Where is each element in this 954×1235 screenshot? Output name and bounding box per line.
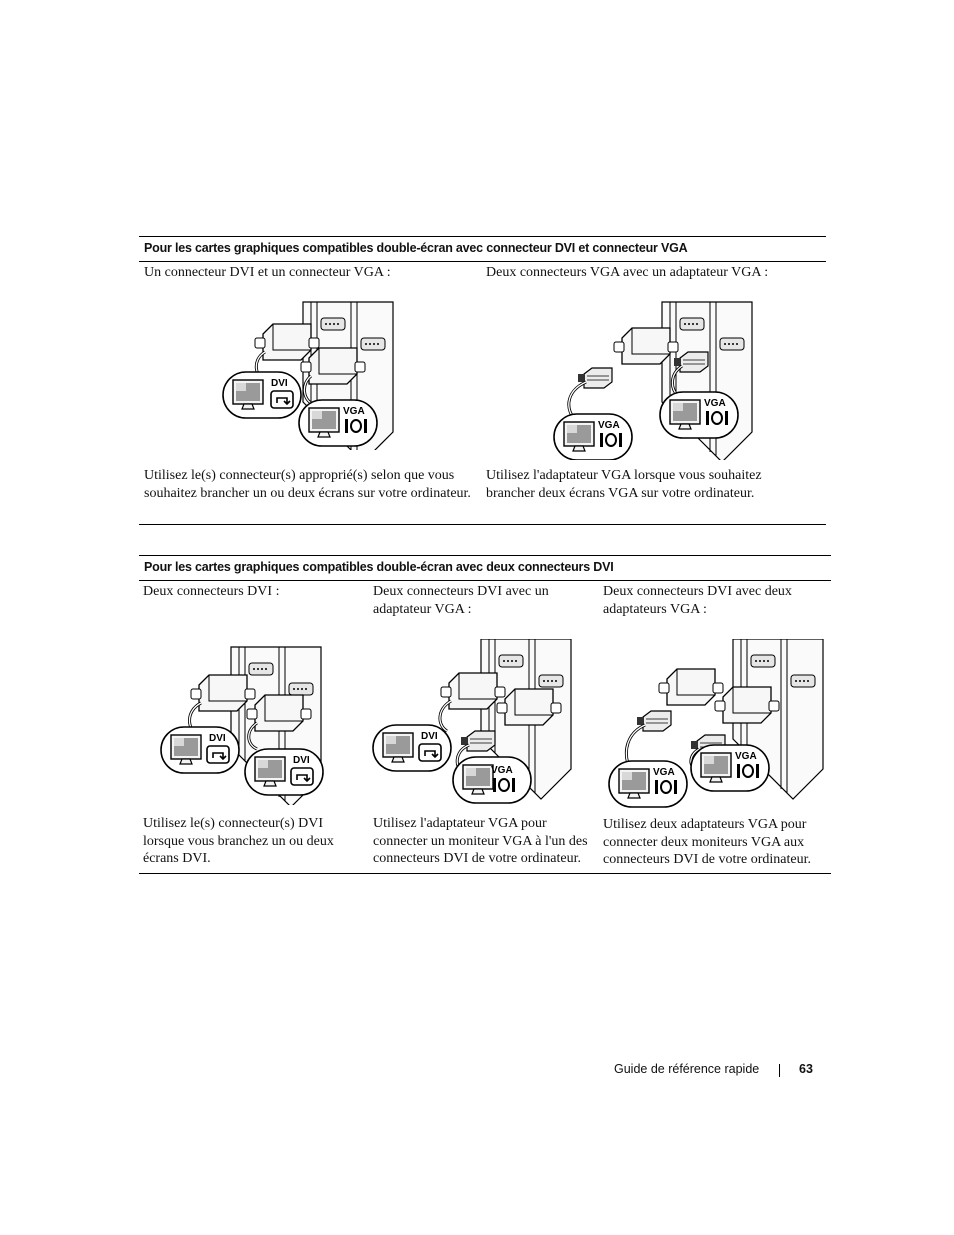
- column-heading: Deux connecteurs DVI :: [143, 584, 280, 599]
- table-top-rule: [139, 555, 831, 556]
- badge-label: VGA: [653, 767, 675, 778]
- column-heading: Deux connecteurs VGA avec un adaptateur VGA :: [486, 265, 769, 280]
- badge-label: VGA: [598, 420, 620, 431]
- column-heading: Deux connecteurs DVI avec un adaptateur VGA :: [373, 584, 549, 617]
- column-heading: Un connecteur DVI et un connecteur VGA :: [144, 265, 391, 280]
- column-caption: Utilisez le(s) connecteur(s) approprié(s) selon que vous souhaitez brancher un ou deux écrans sur votre ordinateur.: [144, 468, 471, 501]
- footer-guide-title: Guide de référence rapide: [614, 1062, 760, 1076]
- badge-label: DVI: [271, 378, 288, 389]
- dual-vga-adapter-illustration: [552, 300, 762, 460]
- dvi-dual-vga-adapter-illustration: [605, 639, 829, 809]
- table-header: Pour les cartes graphiques compatibles double-écran avec connecteur DVI et connecteur VGA: [144, 241, 688, 255]
- badge-label: DVI: [209, 733, 226, 744]
- column-caption: Utilisez le(s) connecteur(s) DVI lorsque vous branchez un ou deux écrans DVI.: [143, 816, 334, 866]
- badge-label: VGA: [491, 765, 513, 776]
- footer-separator: [779, 1064, 780, 1077]
- table-header: Pour les cartes graphiques compatibles double-écran avec deux connecteurs DVI: [144, 560, 614, 574]
- dvi-vga-connector-illustration: [221, 300, 411, 450]
- badge-label: DVI: [293, 755, 310, 766]
- table-bottom-rule: [139, 873, 831, 874]
- badge-label: VGA: [704, 398, 726, 409]
- table-top-rule: [139, 236, 826, 237]
- table-bottom-rule: [139, 524, 826, 525]
- table-header-rule: [139, 580, 831, 581]
- dual-dvi-connector-illustration: [159, 645, 341, 805]
- table-header-rule: [139, 261, 826, 262]
- dvi-vga-adapter-illustration: [371, 639, 601, 804]
- badge-label: VGA: [343, 406, 365, 417]
- column-caption: Utilisez deux adaptateurs VGA pour connecter deux moniteurs VGA aux connecteurs DVI de votre ordinateur.: [603, 817, 811, 867]
- column-caption: Utilisez l'adaptateur VGA pour connecter un moniteur VGA à l'un des connecteurs DVI de votre ordinateur.: [373, 816, 588, 866]
- badge-label: DVI: [421, 731, 438, 742]
- badge-label: VGA: [735, 751, 757, 762]
- column-caption: Utilisez l'adaptateur VGA lorsque vous souhaitez brancher deux écrans VGA sur votre ordinateur.: [486, 468, 762, 501]
- column-heading: Deux connecteurs DVI avec deux adaptateurs VGA :: [603, 584, 792, 617]
- table-dual-dvi: [139, 555, 831, 874]
- page-number: 63: [799, 1062, 813, 1076]
- table-dvi-vga: [139, 236, 826, 525]
